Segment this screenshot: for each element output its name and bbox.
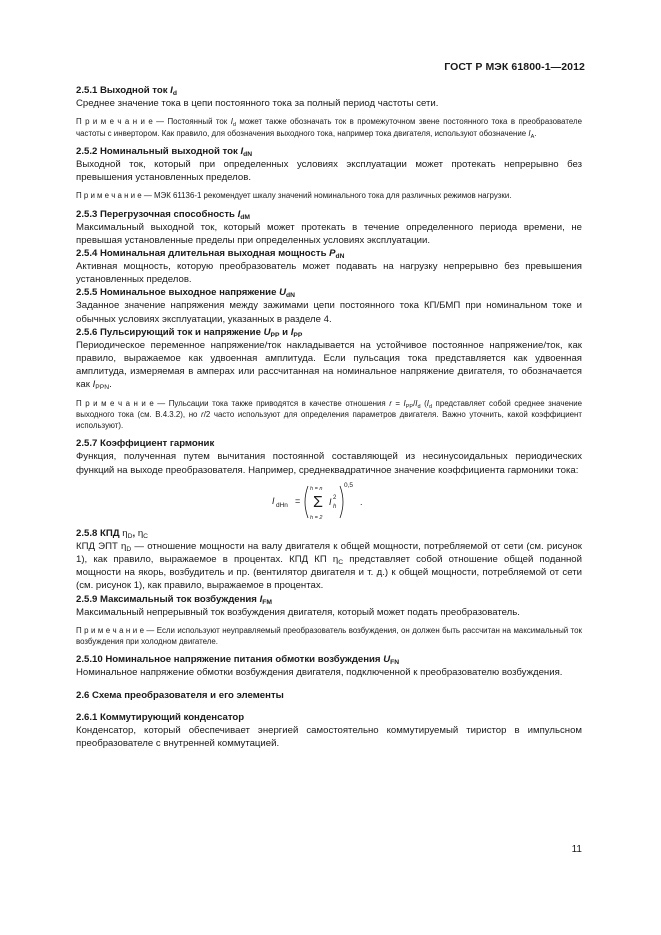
section-2-5-9-note: П р и м е ч а н и е — Если используют неуправляемый преобразователь возбуждения, он должен быть рассчитан на максимальный ток возбуждения при холодном двигателе. — [76, 625, 582, 647]
section-2-6-title: 2.6 Схема преобразователя и его элементы — [76, 689, 284, 701]
formula-sum-upper: h = n — [310, 485, 323, 492]
section-2-5-2-title: 2.5.2 Номинальный выходной ток $I_{dN}$ — [76, 145, 253, 158]
section-2-5-5-title: 2.5.5 Номинальное выходное напряжение $U_{dN}$ — [76, 287, 295, 300]
page-number: 11 — [571, 844, 582, 855]
section-2-5-8-title: 2.5.8 КПД $\eta_D$, $\eta_C$ — [76, 527, 149, 540]
section-2-5-7-body: Функция, полученная путем вычитания постоянной составляющей из несинусоидальных периодических функций на выходе преобразователя. Например, среднеквадратичное значение коэффициента гармоники тока: — [76, 451, 582, 476]
formula-sigma: Σ — [313, 493, 323, 511]
section-2-6-1-title: 2.6.1 Коммутирующий конденсатор — [76, 711, 245, 723]
formula-period: . — [360, 496, 363, 507]
section-2-5-8-body: КПД ЭПТ $\eta_D$ — отношение мощности на валу двигателя к общей мощности, потребляемой от сети (см. рисунок 1), как правило, выражаемое в процентах. КПД КП $\eta_C$ представляет собой отношение общей поданной мощности на якорь, возбудитель и пр. (вентилятор двигателя и т. д.) к общей мощности, потребляемой от сети (см. рисунок 1), как правило, выражаемое в процентах. — [76, 540, 582, 592]
section-2-5-7-title: 2.5.7 Коэффициент гармоник — [76, 438, 215, 450]
section-2-5-6-title: 2.5.6 Пульсирующий ток и напряжение $U_{PP}$ и $I_{PP}$ — [76, 326, 303, 339]
formula-term-subscript: h — [333, 503, 337, 510]
page-content — [76, 84, 582, 750]
formula-sum-lower: h = 2 — [310, 514, 323, 521]
formula-lhs-symbol: I — [272, 495, 275, 506]
formula-term-symbol: I — [329, 496, 332, 507]
harmonic-formula-svg — [76, 477, 582, 527]
formula-exponent: 0,5 — [344, 481, 354, 489]
section-2-5-6-note: П р и м е ч а н и е — Пульсации тока также приводятся в качестве отношения $r = I_{PP}/I_d$ ($I_d$ представляет собой среднее значение выходного тока (см. В.4.3.2), но r/2 часто используют для определения параметров двигателя. Важно уточнить, какой коэффициент используют). — [76, 398, 583, 431]
section-2-5-2-note: П р и м е ч а н и е — МЭК 61136-1 рекомендует шкалу значений номинального тока для различных режимов нагрузки. — [76, 191, 512, 201]
section-2-5-3-body: Максимальный выходной ток, который может протекать в течение определенного периода времени, не превышая установленные пределы при определенных условиях эксплуатации. — [76, 221, 582, 246]
section-2-5-1-title: 2.5.1 Выходной ток $I_d$ — [76, 85, 177, 97]
standard-header: ГОСТ Р МЭК 61800-1—2012 — [444, 61, 585, 73]
section-2-5-9-body: Максимальный непрерывный ток возбуждения двигателя, который может подать преобразователь. — [76, 606, 520, 618]
section-2-5-3-title: 2.5.3 Перегрузочная способность $I_{dM}$ — [76, 208, 250, 221]
formula-right-paren — [340, 486, 343, 518]
section-2-6-1-body: Конденсатор, который обеспечивает энергией самостоятельно коммутируемый тиристор в импульсном преобразователе с внутренней коммутацией. — [76, 724, 582, 749]
section-2-5-6-body: Периодическое переменное напряжение/ток накладывается на устойчивое постоянное напряжение/ток, как правило, выражаемое как удвоенная амплитуда. Если пульсация тока представляется как удвоенная амплитуда, измеряемая в амперах или рассчитанная на номинальное напряжение двигателя, то обозначается как $I_{PPN}$. — [76, 339, 582, 392]
harmonic-formula — [76, 477, 582, 527]
formula-term-superscript: 2 — [333, 494, 337, 501]
section-2-5-10-body: Номинальное напряжение обмотки возбуждения двигателя, подключенной к преобразователю возбуждения. — [76, 667, 563, 679]
section-2-5-4-title: 2.5.4 Номинальная длительная выходная мощность $P_{dN}$ — [76, 247, 345, 260]
formula-equals: = — [295, 495, 301, 506]
formula-lhs-subscript: dHn — [276, 501, 288, 509]
section-2-5-1-body: Среднее значение тока в цепи постоянного тока за полный период частоты сети. — [76, 98, 439, 109]
section-2-5-9-title: 2.5.9 Максимальный ток возбуждения $I_{FM}$ — [76, 593, 272, 606]
section-2-5-10-title: 2.5.10 Номинальное напряжение питания обмотки возбуждения $U_{FN}$ — [76, 654, 400, 667]
section-2-5-5-body: Заданное значение напряжения между зажимами цепи постоянного тока КП/БМП при номинальном токе и обычных условиях эксплуатации, указанных в разделе 4. — [76, 300, 582, 325]
section-2-5-1-note: П р и м е ч а н и е — Постоянный ток $I_d$ может также обозначать ток в промежуточном звене постоянного тока в преобразователе частоты с инвертором. Как правило, для обозначения выходного тока, например тока двигателя, используют обозначение $I_A$. — [76, 117, 582, 140]
formula-left-paren — [305, 486, 308, 518]
section-2-5-2-body: Выходной ток, который при определенных условиях эксплуатации может протекать непрерывно без превышения установленных пределов. — [76, 158, 582, 183]
section-2-5-4-body: Активная мощность, которую преобразователь может подавать на нагрузку непрерывно без превышения установленных пределов. — [76, 260, 582, 286]
